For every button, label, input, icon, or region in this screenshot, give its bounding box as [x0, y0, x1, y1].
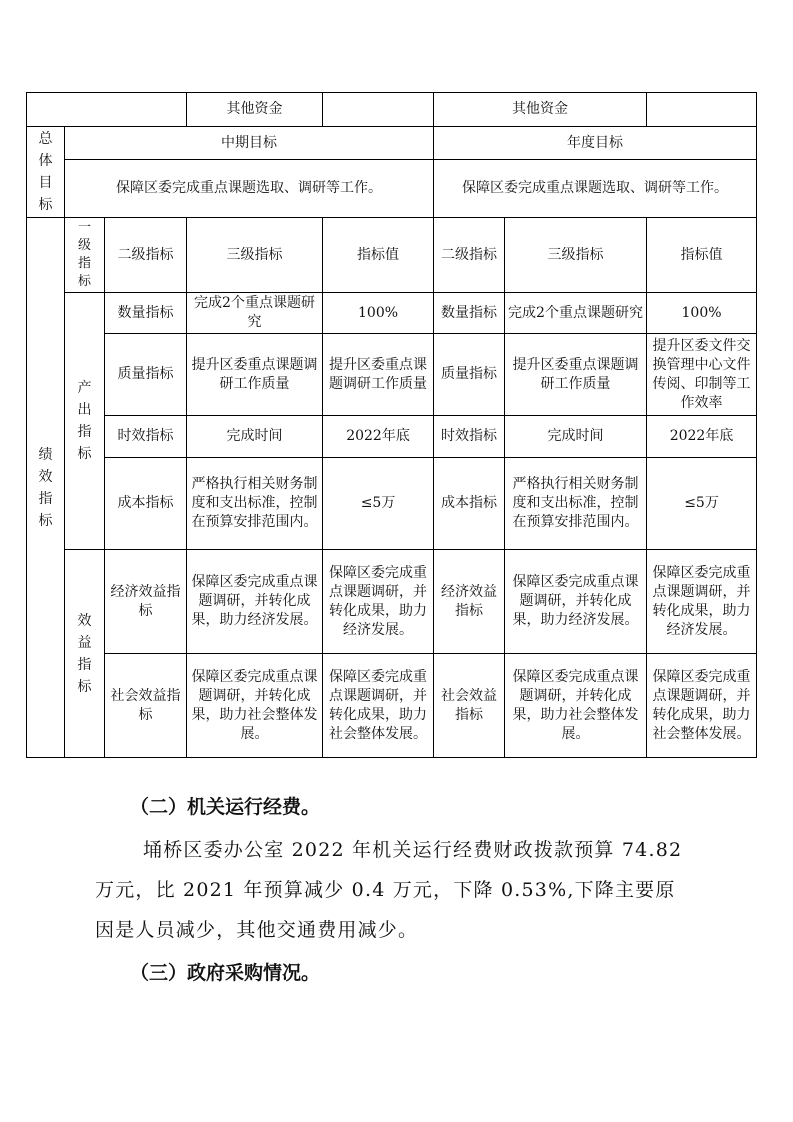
value-cell-year: 100% — [647, 293, 757, 334]
level3-cell-year: 保障区委完成重点课题调研，并转化成果，助力经济发展。 — [505, 550, 647, 654]
performance-table — [26, 92, 757, 758]
level3-cell-year: 严格执行相关财务制度和支出标准，控制在预算安排范围内。 — [505, 458, 647, 550]
overall-goal-text-row — [27, 160, 757, 218]
benefit-indicator-label: 效益指标 — [65, 550, 105, 758]
other-funds-row — [27, 93, 757, 127]
output-indicator-label: 产出指标 — [65, 293, 105, 550]
value-cell: 保障区委完成重点课题调研，并转化成果，助力经济发展。 — [323, 550, 434, 654]
level2-cell: 社会效益指标 — [105, 654, 187, 758]
level1-header: 一级指标 — [65, 218, 105, 293]
level3-cell: 保障区委完成重点课题调研，并转化成果，助力经济发展。 — [187, 550, 323, 654]
level2-cell: 时效指标 — [105, 416, 187, 458]
value-cell-year: 2022年底 — [647, 416, 757, 458]
level3-cell-year: 保障区委完成重点课题调研，并转化成果，助力社会整体发展。 — [505, 654, 647, 758]
level3-cell-year: 完成2个重点课题研究 — [505, 293, 647, 334]
level3-cell-year: 完成时间 — [505, 416, 647, 458]
level3-header-year: 三级指标 — [505, 218, 647, 293]
other-funds-label-year: 其他资金 — [434, 93, 647, 127]
table-row — [27, 654, 757, 758]
other-funds-value-mid — [323, 93, 434, 127]
overall-goal-label: 总体目标 — [27, 127, 65, 218]
other-funds-label-mid: 其他资金 — [187, 93, 323, 127]
level2-cell: 成本指标 — [105, 458, 187, 550]
value-cell: 提升区委重点课题调研工作质量 — [323, 334, 434, 416]
level2-cell-year: 时效指标 — [434, 416, 505, 458]
operating-funds-paragraph: 埇桥区委办公室 2022 年机关运行经费财政拨款预算 74.82 万元，比 2021 年预算减少 0.4 万元，下降 0.53%,下降主要原因是人员减少，其他交通费用减少。 — [95, 839, 683, 941]
table-row — [27, 550, 757, 654]
annual-goal-header: 年度目标 — [434, 127, 757, 160]
value-cell: 2022年底 — [323, 416, 434, 458]
value-cell-year: 保障区委完成重点课题调研，并转化成果，助力经济发展。 — [647, 550, 757, 654]
mid-term-goal-header: 中期目标 — [65, 127, 434, 160]
level3-cell: 完成时间 — [187, 416, 323, 458]
annual-goal-text: 保障区委完成重点课题选取、调研等工作。 — [434, 160, 757, 218]
value-header: 指标值 — [323, 218, 434, 293]
table-row — [27, 334, 757, 416]
level2-cell: 数量指标 — [105, 293, 187, 334]
level2-cell-year: 质量指标 — [434, 334, 505, 416]
level3-cell: 提升区委重点课题调研工作质量 — [187, 334, 323, 416]
indicator-header-row — [27, 218, 757, 293]
level3-cell: 保障区委完成重点课题调研，并转化成果，助力社会整体发展。 — [187, 654, 323, 758]
value-cell: ≤5万 — [323, 458, 434, 550]
value-cell-year: ≤5万 — [647, 458, 757, 550]
value-cell: 100% — [323, 293, 434, 334]
level2-header: 二级指标 — [105, 218, 187, 293]
mid-term-goal-text: 保障区委完成重点课题选取、调研等工作。 — [65, 160, 434, 218]
section-heading-operating-funds: （二）机关运行经费。 — [130, 796, 321, 818]
level2-cell: 经济效益指标 — [105, 550, 187, 654]
level2-cell: 质量指标 — [105, 334, 187, 416]
table-row — [27, 458, 757, 550]
level2-header-year: 二级指标 — [434, 218, 505, 293]
level2-cell-year: 社会效益指标 — [434, 654, 505, 758]
value-cell: 保障区委完成重点课题调研，并转化成果，助力社会整体发展。 — [323, 654, 434, 758]
level3-cell-year: 提升区委重点课题调研工作质量 — [505, 334, 647, 416]
level3-cell: 完成2个重点课题研究 — [187, 293, 323, 334]
value-header-year: 指标值 — [647, 218, 757, 293]
other-funds-value-year — [647, 93, 757, 127]
level2-cell-year: 数量指标 — [434, 293, 505, 334]
value-cell-year: 提升区委文件交换管理中心文件传阅、印制等工作效率 — [647, 334, 757, 416]
level3-header: 三级指标 — [187, 218, 323, 293]
performance-indicator-label: 绩效指标 — [27, 218, 65, 758]
empty-cell — [27, 93, 187, 127]
section-heading-procurement: （三）政府采购情况。 — [130, 962, 321, 984]
table-row — [27, 416, 757, 458]
table-row — [27, 293, 757, 334]
level2-cell-year: 成本指标 — [434, 458, 505, 550]
level3-cell: 严格执行相关财务制度和支出标准，控制在预算安排范围内。 — [187, 458, 323, 550]
value-cell-year: 保障区委完成重点课题调研，并转化成果，助力社会整体发展。 — [647, 654, 757, 758]
overall-goal-header-row — [27, 127, 757, 160]
level2-cell-year: 经济效益指标 — [434, 550, 505, 654]
